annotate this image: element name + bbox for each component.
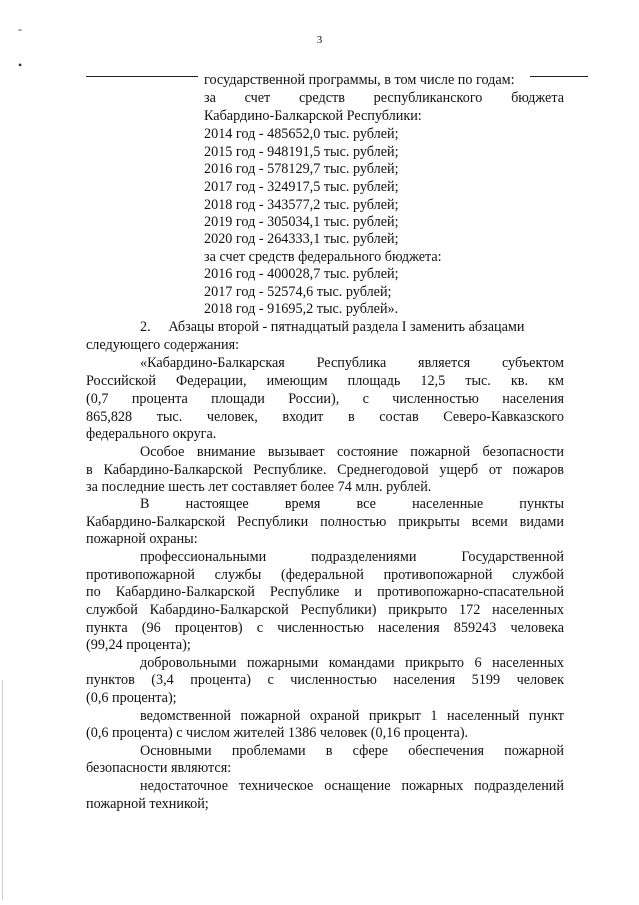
header-rule-right bbox=[530, 76, 588, 77]
body-line: пункта (96 процентов) с численностью населения 859243 человека bbox=[86, 620, 564, 636]
page-number: 3 bbox=[316, 34, 323, 46]
program-line: 2014 год - 485652,0 тыс. рублей; bbox=[204, 126, 399, 142]
header-rule-left bbox=[86, 76, 198, 77]
program-line: за счет средств федерального бюджета: bbox=[204, 249, 442, 265]
body-line: службой Кабардино-Балкарской Республики) прикрыто 172 населенных bbox=[86, 602, 564, 618]
program-line: 2016 год - 578129,7 тыс. рублей; bbox=[204, 161, 399, 177]
body-line: безопасности являются: bbox=[86, 760, 232, 776]
program-line: 2019 год - 305034,1 тыс. рублей; bbox=[204, 214, 399, 230]
program-line: за счет средств республиканского бюджета bbox=[204, 90, 564, 106]
body-line: пожарной техникой; bbox=[86, 796, 209, 812]
program-line: 2015 год - 948191,5 тыс. рублей; bbox=[204, 144, 399, 160]
body-line: 2. Абзацы второй - пятнадцатый раздела I заменить абзацами bbox=[140, 319, 525, 335]
program-line: государственной программы, в том числе по годам: bbox=[204, 72, 515, 88]
body-line: В настоящее время все населенные пункты bbox=[140, 496, 564, 512]
body-line: пожарной охраны: bbox=[86, 531, 198, 547]
program-line: 2020 год - 264333,1 тыс. рублей; bbox=[204, 231, 399, 247]
body-line: 865,828 тыс. человек, входит в состав Северо-Кавказского bbox=[86, 409, 564, 425]
body-line: (0,6 процента) с числом жителей 1386 человек (0,16 процента). bbox=[86, 725, 469, 741]
body-line: добровольными пожарными командами прикрыто 6 населенных bbox=[140, 655, 564, 671]
body-line: (99,24 процента); bbox=[86, 637, 191, 653]
program-line: 2018 год - 343577,2 тыс. рублей; bbox=[204, 197, 399, 213]
program-line: Кабардино-Балкарской Республики: bbox=[204, 108, 422, 124]
body-line: недостаточное техническое оснащение пожарных подразделений bbox=[140, 778, 564, 794]
body-line: Основными проблемами в сфере обеспечения пожарной bbox=[140, 743, 564, 759]
program-line: 2018 год - 91695,2 тыс. рублей». bbox=[204, 301, 399, 317]
body-line: за последние шесть лет составляет более 74 млн. рублей. bbox=[86, 479, 432, 495]
scan-mark-dash: - bbox=[18, 22, 22, 36]
body-line: «Кабардино-Балкарская Республика является субъектом bbox=[140, 355, 564, 371]
scan-mark-dot: • bbox=[18, 58, 23, 72]
body-line: (0,6 процента); bbox=[86, 690, 177, 706]
body-line: Особое внимание вызывает состояние пожарной безопасности bbox=[140, 444, 564, 460]
page-edge-shadow bbox=[2, 680, 3, 900]
program-line: 2017 год - 52574,6 тыс. рублей; bbox=[204, 284, 392, 300]
body-line: следующего содержания: bbox=[86, 337, 240, 353]
body-line: по Кабардино-Балкарской Республике и противопожарно-спасательной bbox=[86, 584, 564, 600]
body-line: профессиональными подразделениями Государственной bbox=[140, 549, 564, 565]
body-line: в Кабардино-Балкарской Республике. Среднегодовой ущерб от пожаров bbox=[86, 462, 564, 478]
body-line: пунктов (3,4 процента) с численностью населения 5199 человек bbox=[86, 672, 564, 688]
body-line: ведомственной пожарной охраной прикрыт 1 населенный пункт bbox=[140, 708, 564, 724]
body-line: Кабардино-Балкарской Республики полностью прикрыты всеми видами bbox=[86, 514, 564, 530]
body-line: федерального округа. bbox=[86, 426, 217, 442]
program-line: 2017 год - 324917,5 тыс. рублей; bbox=[204, 179, 399, 195]
body-line: (0,7 процента площади России), с численностью населения bbox=[86, 391, 564, 407]
body-line: Российской Федерации, имеющим площадь 12,5 тыс. кв. км bbox=[86, 373, 564, 389]
body-line: противопожарной службы (федеральной противопожарной службой bbox=[86, 567, 564, 583]
program-line: 2016 год - 400028,7 тыс. рублей; bbox=[204, 266, 399, 282]
